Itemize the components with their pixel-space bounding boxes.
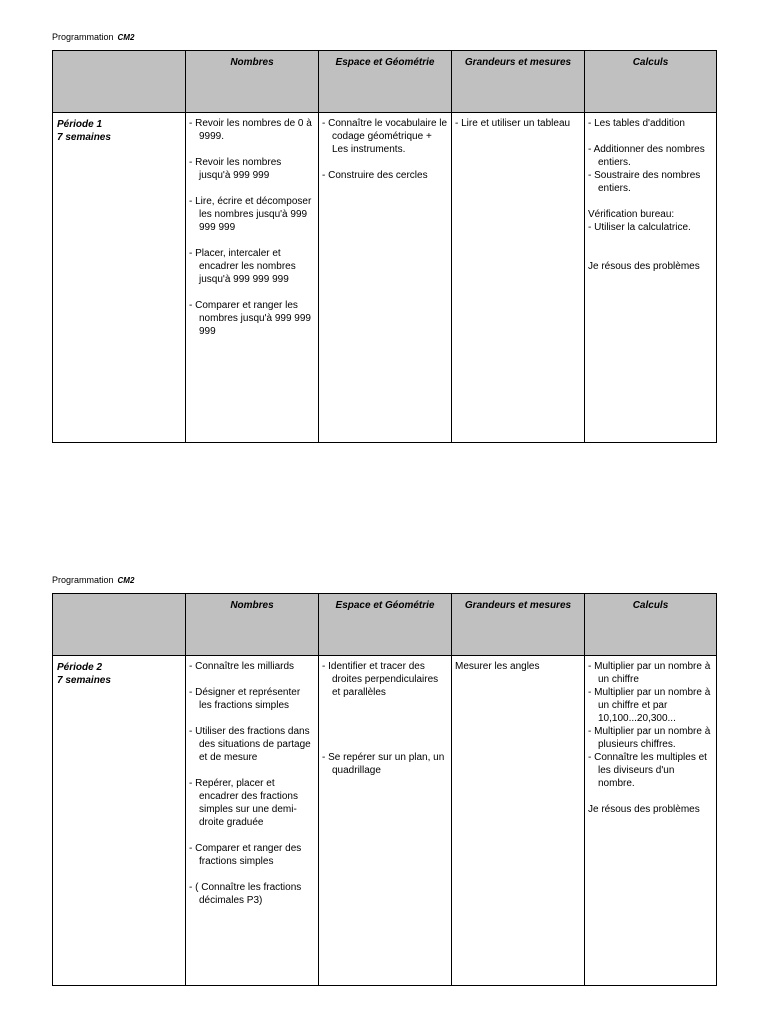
- list-item: - Se repérer sur un plan, un quadrillage: [322, 751, 448, 777]
- programme-block-2: [52, 573, 716, 986]
- list-item: - Connaître le vocabulaire le codage géométrique + Les instruments.: [322, 117, 448, 156]
- grandeurs-cell: [452, 656, 585, 986]
- list-item: - Revoir les nombres jusqu'à 999 999: [189, 156, 315, 182]
- list-item: - Soustraire des nombres entiers.: [588, 169, 713, 195]
- header-grandeurs: Grandeurs et mesures: [452, 51, 585, 113]
- list-item: - Les tables d'addition: [588, 117, 713, 130]
- page-header: [52, 30, 716, 50]
- list-item: - Utiliser la calculatrice.: [588, 221, 713, 234]
- list-item: - ( Connaître les fractions décimales P3): [189, 881, 315, 907]
- list-item: Mesurer les angles: [455, 661, 540, 672]
- class-label: CM2: [117, 33, 135, 42]
- list-item: - Placer, intercaler et encadrer les nombres jusqu'à 999 999 999: [189, 247, 315, 286]
- table-row: [53, 656, 717, 986]
- nombres-cell: [186, 113, 319, 443]
- calculs-cell: [585, 113, 717, 443]
- list-item: - Connaître les milliards: [189, 660, 315, 673]
- table-header-row: [53, 51, 717, 113]
- header-calculs: Calculs: [585, 594, 717, 656]
- list-item: - Multiplier par un nombre à plusieurs chiffres.: [588, 725, 713, 751]
- period-weeks: 7 semaines: [57, 675, 111, 686]
- header-empty: [53, 594, 186, 656]
- espace-cell: [319, 656, 452, 986]
- page-header: [52, 573, 716, 593]
- period-cell: [53, 113, 186, 443]
- espace-cell: [319, 113, 452, 443]
- table-row: [53, 113, 717, 443]
- header-espace: Espace et Géométrie: [319, 594, 452, 656]
- list-item: - Lire et utiliser un tableau: [455, 117, 581, 130]
- list-item: - Connaître les multiples et les diviseurs d'un nombre.: [588, 751, 713, 790]
- list-item: - Multiplier par un nombre à un chiffre: [588, 660, 713, 686]
- list-item: Je résous des problèmes: [588, 261, 700, 272]
- header-nombres: Nombres: [186, 594, 319, 656]
- period-weeks: 7 semaines: [57, 132, 111, 143]
- header-label: Programmation: [52, 575, 114, 585]
- list-item: Vérification bureau:: [588, 209, 675, 220]
- programme-table-1: [52, 50, 717, 443]
- list-item: - Utiliser des fractions dans des situations de partage et de mesure: [189, 725, 315, 764]
- list-item: - Construire des cercles: [322, 169, 448, 182]
- grandeurs-cell: [452, 113, 585, 443]
- list-item: - Lire, écrire et décomposer les nombres jusqu'à 999 999 999: [189, 195, 315, 234]
- list-item: - Comparer et ranger des fractions simples: [189, 842, 315, 868]
- period-name: Période 1: [57, 119, 103, 130]
- period-cell: [53, 656, 186, 986]
- header-label: Programmation: [52, 32, 114, 42]
- header-espace: Espace et Géométrie: [319, 51, 452, 113]
- list-item: - Multiplier par un nombre à un chiffre et par 10,100...20,300...: [588, 686, 713, 725]
- header-grandeurs: Grandeurs et mesures: [452, 594, 585, 656]
- list-item: - Désigner et représenter les fractions simples: [189, 686, 315, 712]
- header-calculs: Calculs: [585, 51, 717, 113]
- header-nombres: Nombres: [186, 51, 319, 113]
- table-header-row: [53, 594, 717, 656]
- list-item: - Additionner des nombres entiers.: [588, 143, 713, 169]
- period-name: Période 2: [57, 662, 103, 673]
- list-item: - Revoir les nombres de 0 à 9999.: [189, 117, 315, 143]
- list-item: - Repérer, placer et encadrer des fractions simples sur une demi- droite graduée: [189, 777, 315, 829]
- header-empty: [53, 51, 186, 113]
- list-item: - Identifier et tracer des droites perpendiculaires et parallèles: [322, 660, 448, 699]
- programme-block-1: [52, 30, 716, 443]
- programme-table-2: [52, 593, 717, 986]
- nombres-cell: [186, 656, 319, 986]
- calculs-cell: [585, 656, 717, 986]
- list-item: Je résous des problèmes: [588, 804, 700, 815]
- list-item: - Comparer et ranger les nombres jusqu'à 999 999 999: [189, 299, 315, 338]
- class-label: CM2: [117, 576, 135, 585]
